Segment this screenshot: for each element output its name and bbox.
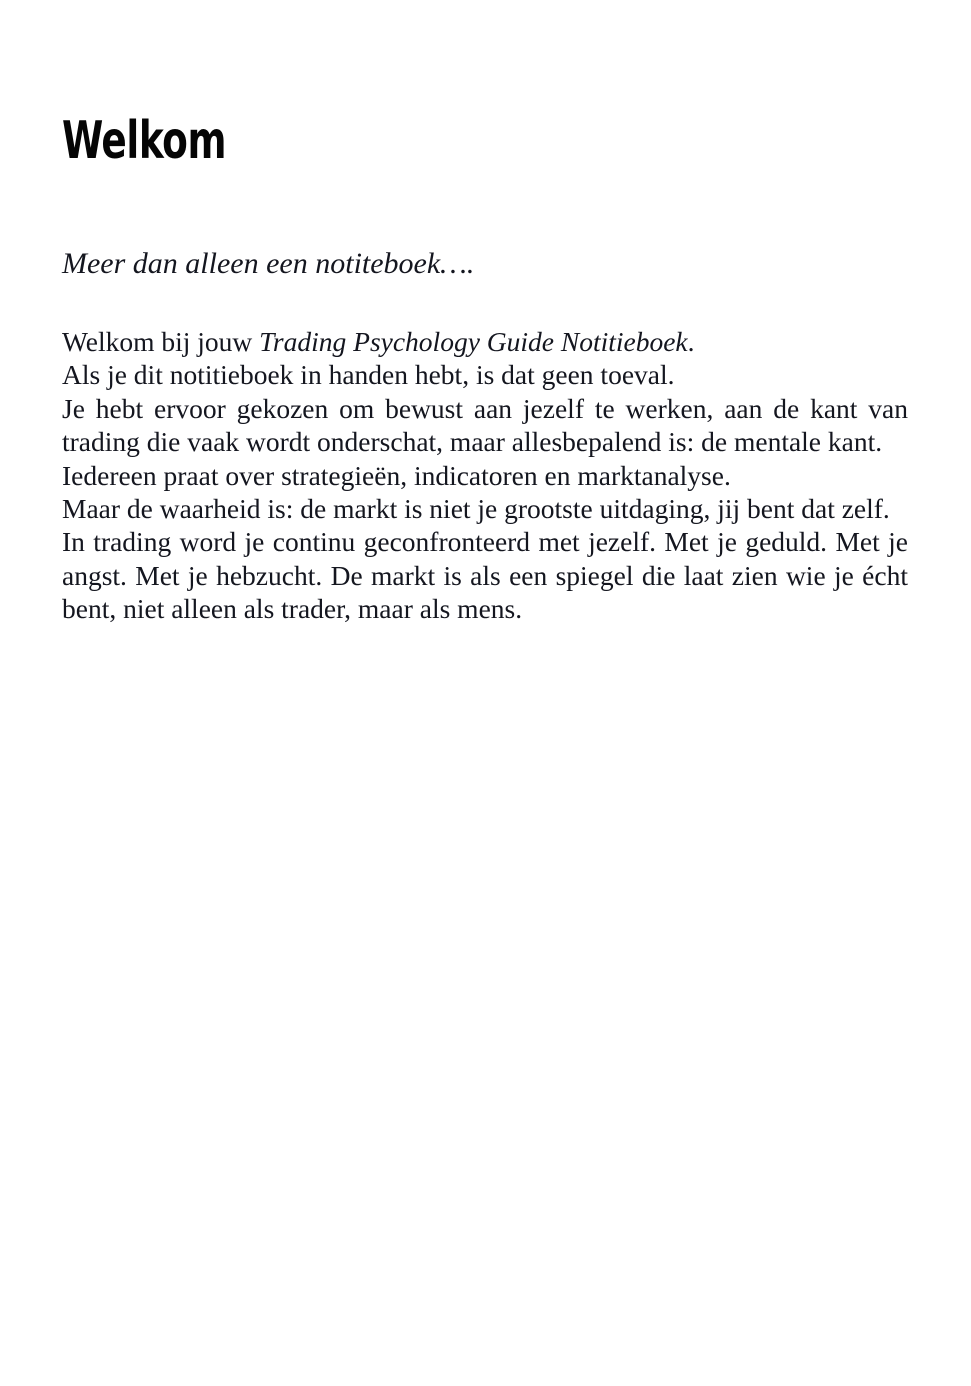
body-line-strategieen: Iedereen praat over strategieën, indicatoren en marktanalyse.: [62, 459, 731, 491]
body-paragraph-spiegel: In trading word je continu geconfronteerd met jezelf. Met je geduld. Met je angst. Met je hebzucht. De markt is als een spiegel die laat zien wie je écht bent, niet alleen als trader, maar als mens.: [62, 526, 908, 625]
body-paragraph-mentale-kant: Je hebt ervoor gekozen om bewust aan jezelf te werken, aan de kant van trading die vaak wordt onderschat, maar allesbepalend is: de mentale kant.: [62, 392, 908, 458]
body-text-prefix: Welkom bij jouw: [62, 326, 260, 357]
page-subtitle: Meer dan alleen een notiteboek….: [62, 247, 475, 280]
body-text-block: [62, 325, 908, 626]
body-line-welkom-bij-jouw: [62, 325, 908, 358]
book-title-italic: Trading Psychology Guide Notitieboek: [259, 326, 688, 357]
body-text-suffix: .: [687, 326, 695, 357]
page-title: Welkom: [62, 111, 227, 171]
body-line-geen-toeval: Als je dit notitieboek in handen hebt, is dat geen toeval.: [62, 359, 675, 391]
body-line-waarheid: Maar de waarheid is: de markt is niet je grootste uitdaging, jij bent dat zelf.: [62, 493, 890, 525]
